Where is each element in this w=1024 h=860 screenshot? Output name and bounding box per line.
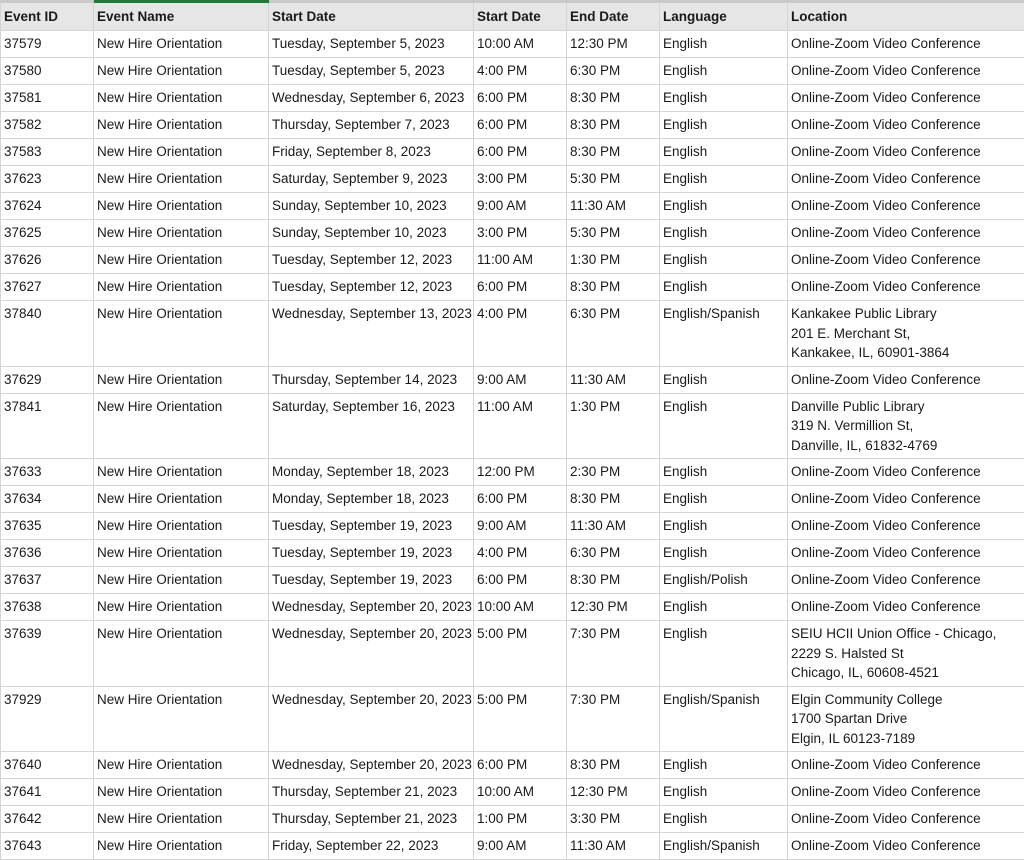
cell-end-time[interactable]: 6:30 PM bbox=[567, 58, 660, 85]
location-line: Elgin Community College bbox=[791, 690, 1021, 710]
location-line: Kankakee, IL, 60901-3864 bbox=[791, 343, 1021, 363]
cell-end-time[interactable]: 8:30 PM bbox=[567, 752, 660, 779]
cell-event-name[interactable]: New Hire Orientation bbox=[94, 686, 269, 752]
cell-language[interactable]: English bbox=[660, 594, 788, 621]
cell-start-time[interactable]: 6:00 PM bbox=[474, 486, 567, 513]
location-line: Online-Zoom Video Conference bbox=[791, 223, 1021, 243]
location-line: Online-Zoom Video Conference bbox=[791, 142, 1021, 162]
cell-location[interactable] bbox=[788, 112, 1024, 139]
cell-event-name[interactable]: New Hire Orientation bbox=[94, 752, 269, 779]
table-row bbox=[1, 752, 1024, 779]
location-line: 1700 Spartan Drive bbox=[791, 709, 1021, 729]
cell-start-time[interactable]: 3:00 PM bbox=[474, 220, 567, 247]
cell-event-name[interactable]: New Hire Orientation bbox=[94, 833, 269, 860]
cell-end-time[interactable]: 1:30 PM bbox=[567, 393, 660, 459]
table-row bbox=[1, 220, 1024, 247]
cell-start-date[interactable]: Sunday, September 10, 2023 bbox=[269, 220, 474, 247]
table-row bbox=[1, 31, 1024, 58]
location-line: Online-Zoom Video Conference bbox=[791, 88, 1021, 108]
cell-event-name[interactable]: New Hire Orientation bbox=[94, 540, 269, 567]
cell-start-date[interactable]: Tuesday, September 19, 2023 bbox=[269, 567, 474, 594]
cell-location[interactable] bbox=[788, 166, 1024, 193]
cell-event-name[interactable]: New Hire Orientation bbox=[94, 139, 269, 166]
cell-start-time[interactable]: 5:00 PM bbox=[474, 686, 567, 752]
cell-event-id[interactable]: 37583 bbox=[1, 139, 94, 166]
column-header-location[interactable]: Location bbox=[788, 2, 1024, 31]
cell-end-time[interactable]: 5:30 PM bbox=[567, 220, 660, 247]
table-row bbox=[1, 393, 1024, 459]
location-line: Kankakee Public Library bbox=[791, 304, 1021, 324]
cell-start-date[interactable]: Wednesday, September 20, 2023 bbox=[269, 686, 474, 752]
cell-event-id[interactable]: 37638 bbox=[1, 594, 94, 621]
column-header-event-id[interactable]: Event ID bbox=[1, 2, 94, 31]
cell-location[interactable] bbox=[788, 247, 1024, 274]
cell-start-date[interactable]: Sunday, September 10, 2023 bbox=[269, 193, 474, 220]
cell-end-time[interactable]: 7:30 PM bbox=[567, 686, 660, 752]
cell-event-id[interactable]: 37625 bbox=[1, 220, 94, 247]
header-row bbox=[1, 2, 1024, 31]
location-line: 2229 S. Halsted St bbox=[791, 644, 1021, 664]
location-line: Online-Zoom Video Conference bbox=[791, 489, 1021, 509]
cell-start-date[interactable]: Monday, September 18, 2023 bbox=[269, 486, 474, 513]
cell-end-time[interactable]: 1:30 PM bbox=[567, 247, 660, 274]
cell-event-id[interactable]: 37623 bbox=[1, 166, 94, 193]
cell-location[interactable] bbox=[788, 366, 1024, 393]
cell-end-time[interactable]: 8:30 PM bbox=[567, 567, 660, 594]
cell-location[interactable] bbox=[788, 301, 1024, 367]
cell-start-time[interactable]: 1:00 PM bbox=[474, 806, 567, 833]
cell-end-time[interactable]: 11:30 AM bbox=[567, 366, 660, 393]
cell-start-date[interactable]: Monday, September 18, 2023 bbox=[269, 459, 474, 486]
location-line: Online-Zoom Video Conference bbox=[791, 277, 1021, 297]
cell-language[interactable]: English bbox=[660, 513, 788, 540]
cell-event-id[interactable]: 37627 bbox=[1, 274, 94, 301]
cell-event-id[interactable]: 37642 bbox=[1, 806, 94, 833]
location-line: Online-Zoom Video Conference bbox=[791, 462, 1021, 482]
table-row bbox=[1, 806, 1024, 833]
cell-start-date[interactable]: Wednesday, September 20, 2023 bbox=[269, 621, 474, 687]
cell-end-time[interactable]: 12:30 PM bbox=[567, 594, 660, 621]
cell-event-id[interactable]: 37643 bbox=[1, 833, 94, 860]
cell-event-id[interactable]: 37840 bbox=[1, 301, 94, 367]
table-row bbox=[1, 540, 1024, 567]
cell-location[interactable] bbox=[788, 833, 1024, 860]
cell-location[interactable] bbox=[788, 806, 1024, 833]
cell-start-time[interactable]: 6:00 PM bbox=[474, 752, 567, 779]
location-line: Online-Zoom Video Conference bbox=[791, 570, 1021, 590]
cell-start-date[interactable]: Friday, September 8, 2023 bbox=[269, 139, 474, 166]
table-row bbox=[1, 621, 1024, 687]
cell-event-id[interactable]: 37640 bbox=[1, 752, 94, 779]
cell-language[interactable]: English bbox=[660, 112, 788, 139]
cell-end-time[interactable]: 5:30 PM bbox=[567, 166, 660, 193]
cell-location[interactable] bbox=[788, 752, 1024, 779]
cell-end-time[interactable]: 12:30 PM bbox=[567, 31, 660, 58]
cell-language[interactable]: English bbox=[660, 621, 788, 687]
cell-location[interactable] bbox=[788, 594, 1024, 621]
cell-start-date[interactable]: Tuesday, September 19, 2023 bbox=[269, 540, 474, 567]
cell-language[interactable]: English/Spanish bbox=[660, 686, 788, 752]
cell-start-time[interactable]: 9:00 AM bbox=[474, 833, 567, 860]
table-row bbox=[1, 366, 1024, 393]
cell-event-id[interactable]: 37633 bbox=[1, 459, 94, 486]
location-line: 201 E. Merchant St, bbox=[791, 324, 1021, 344]
table-row bbox=[1, 513, 1024, 540]
cell-start-date[interactable]: Saturday, September 9, 2023 bbox=[269, 166, 474, 193]
cell-event-name[interactable]: New Hire Orientation bbox=[94, 274, 269, 301]
column-header-start-time[interactable]: Start Date bbox=[474, 2, 567, 31]
location-line: Online-Zoom Video Conference bbox=[791, 250, 1021, 270]
cell-event-id[interactable]: 37929 bbox=[1, 686, 94, 752]
cell-location[interactable] bbox=[788, 621, 1024, 687]
cell-event-name[interactable]: New Hire Orientation bbox=[94, 779, 269, 806]
cell-location[interactable] bbox=[788, 220, 1024, 247]
table-row bbox=[1, 85, 1024, 112]
cell-language[interactable]: English bbox=[660, 193, 788, 220]
cell-event-id[interactable]: 37579 bbox=[1, 31, 94, 58]
cell-event-name[interactable]: New Hire Orientation bbox=[94, 486, 269, 513]
cell-end-time[interactable]: 11:30 AM bbox=[567, 833, 660, 860]
cell-start-date[interactable]: Friday, September 22, 2023 bbox=[269, 833, 474, 860]
cell-start-time[interactable]: 11:00 AM bbox=[474, 247, 567, 274]
cell-location[interactable] bbox=[788, 513, 1024, 540]
cell-event-id[interactable]: 37841 bbox=[1, 393, 94, 459]
column-header-start-date[interactable]: Start Date bbox=[269, 2, 474, 31]
cell-event-name[interactable]: New Hire Orientation bbox=[94, 459, 269, 486]
table-row bbox=[1, 301, 1024, 367]
cell-start-time[interactable]: 12:00 PM bbox=[474, 459, 567, 486]
cell-location[interactable] bbox=[788, 686, 1024, 752]
cell-event-name[interactable]: New Hire Orientation bbox=[94, 621, 269, 687]
location-line: SEIU HCII Union Office - Chicago, bbox=[791, 624, 1021, 644]
table-body bbox=[1, 31, 1024, 860]
cell-event-id[interactable]: 37582 bbox=[1, 112, 94, 139]
cell-start-time[interactable]: 9:00 AM bbox=[474, 366, 567, 393]
cell-end-time[interactable]: 8:30 PM bbox=[567, 139, 660, 166]
cell-location[interactable] bbox=[788, 393, 1024, 459]
cell-event-id[interactable]: 37635 bbox=[1, 513, 94, 540]
cell-event-name[interactable]: New Hire Orientation bbox=[94, 112, 269, 139]
cell-language[interactable]: English bbox=[660, 752, 788, 779]
cell-start-time[interactable]: 10:00 AM bbox=[474, 31, 567, 58]
cell-start-time[interactable]: 11:00 AM bbox=[474, 393, 567, 459]
cell-language[interactable]: English bbox=[660, 247, 788, 274]
cell-event-name[interactable]: New Hire Orientation bbox=[94, 594, 269, 621]
cell-start-date[interactable]: Thursday, September 14, 2023 bbox=[269, 366, 474, 393]
cell-start-time[interactable]: 6:00 PM bbox=[474, 567, 567, 594]
cell-end-time[interactable]: 2:30 PM bbox=[567, 459, 660, 486]
table-row bbox=[1, 274, 1024, 301]
cell-event-name[interactable]: New Hire Orientation bbox=[94, 220, 269, 247]
cell-start-time[interactable]: 6:00 PM bbox=[474, 85, 567, 112]
cell-location[interactable] bbox=[788, 193, 1024, 220]
cell-event-id[interactable]: 37581 bbox=[1, 85, 94, 112]
cell-start-date[interactable]: Wednesday, September 20, 2023 bbox=[269, 594, 474, 621]
cell-language[interactable]: English bbox=[660, 540, 788, 567]
table-row bbox=[1, 247, 1024, 274]
cell-start-date[interactable]: Tuesday, September 19, 2023 bbox=[269, 513, 474, 540]
cell-end-time[interactable]: 8:30 PM bbox=[567, 112, 660, 139]
cell-end-time[interactable]: 6:30 PM bbox=[567, 540, 660, 567]
column-header-language[interactable]: Language bbox=[660, 2, 788, 31]
cell-start-date[interactable]: Wednesday, September 6, 2023 bbox=[269, 85, 474, 112]
location-line: Online-Zoom Video Conference bbox=[791, 782, 1021, 802]
location-line: Online-Zoom Video Conference bbox=[791, 115, 1021, 135]
table-row bbox=[1, 567, 1024, 594]
cell-location[interactable] bbox=[788, 274, 1024, 301]
cell-event-name[interactable]: New Hire Orientation bbox=[94, 567, 269, 594]
cell-start-date[interactable]: Thursday, September 21, 2023 bbox=[269, 806, 474, 833]
cell-language[interactable]: English bbox=[660, 486, 788, 513]
cell-event-id[interactable]: 37639 bbox=[1, 621, 94, 687]
cell-start-time[interactable]: 4:00 PM bbox=[474, 301, 567, 367]
table-row bbox=[1, 112, 1024, 139]
cell-language[interactable]: English bbox=[660, 806, 788, 833]
cell-event-name[interactable]: New Hire Orientation bbox=[94, 31, 269, 58]
cell-start-time[interactable]: 6:00 PM bbox=[474, 139, 567, 166]
location-line: Online-Zoom Video Conference bbox=[791, 836, 1021, 856]
cell-end-time[interactable]: 7:30 PM bbox=[567, 621, 660, 687]
cell-language[interactable]: English bbox=[660, 220, 788, 247]
location-line: 319 N. Vermillion St, bbox=[791, 416, 1021, 436]
cell-language[interactable]: English bbox=[660, 779, 788, 806]
cell-start-date[interactable]: Tuesday, September 5, 2023 bbox=[269, 31, 474, 58]
cell-event-name[interactable]: New Hire Orientation bbox=[94, 193, 269, 220]
cell-event-id[interactable]: 37624 bbox=[1, 193, 94, 220]
cell-start-time[interactable]: 10:00 AM bbox=[474, 594, 567, 621]
table-row bbox=[1, 686, 1024, 752]
cell-start-time[interactable]: 4:00 PM bbox=[474, 540, 567, 567]
cell-event-name[interactable]: New Hire Orientation bbox=[94, 58, 269, 85]
table-row bbox=[1, 594, 1024, 621]
cell-location[interactable] bbox=[788, 567, 1024, 594]
cell-start-date[interactable]: Tuesday, September 12, 2023 bbox=[269, 274, 474, 301]
cell-start-time[interactable]: 10:00 AM bbox=[474, 779, 567, 806]
column-header-event-name[interactable]: Event Name bbox=[94, 2, 269, 31]
table-row bbox=[1, 779, 1024, 806]
table-row bbox=[1, 166, 1024, 193]
cell-language[interactable]: English bbox=[660, 393, 788, 459]
cell-end-time[interactable]: 3:30 PM bbox=[567, 806, 660, 833]
cell-event-id[interactable]: 37637 bbox=[1, 567, 94, 594]
cell-event-name[interactable]: New Hire Orientation bbox=[94, 85, 269, 112]
cell-end-time[interactable]: 12:30 PM bbox=[567, 779, 660, 806]
cell-start-date[interactable]: Tuesday, September 5, 2023 bbox=[269, 58, 474, 85]
location-line: Online-Zoom Video Conference bbox=[791, 597, 1021, 617]
cell-language[interactable]: English bbox=[660, 58, 788, 85]
cell-location[interactable] bbox=[788, 486, 1024, 513]
location-line: Danville, IL, 61832-4769 bbox=[791, 436, 1021, 456]
location-line: Elgin, IL 60123-7189 bbox=[791, 729, 1021, 749]
table-row bbox=[1, 139, 1024, 166]
cell-language[interactable]: English bbox=[660, 85, 788, 112]
cell-language[interactable]: English/Spanish bbox=[660, 301, 788, 367]
cell-start-date[interactable]: Thursday, September 7, 2023 bbox=[269, 112, 474, 139]
cell-start-time[interactable]: 4:00 PM bbox=[474, 58, 567, 85]
cell-event-id[interactable]: 37629 bbox=[1, 366, 94, 393]
cell-event-id[interactable]: 37580 bbox=[1, 58, 94, 85]
cell-event-name[interactable]: New Hire Orientation bbox=[94, 513, 269, 540]
cell-end-time[interactable]: 8:30 PM bbox=[567, 85, 660, 112]
cell-start-time[interactable]: 9:00 AM bbox=[474, 193, 567, 220]
cell-start-date[interactable]: Wednesday, September 20, 2023 bbox=[269, 752, 474, 779]
cell-start-time[interactable]: 3:00 PM bbox=[474, 166, 567, 193]
cell-end-time[interactable]: 8:30 PM bbox=[567, 274, 660, 301]
cell-start-time[interactable]: 9:00 AM bbox=[474, 513, 567, 540]
cell-end-time[interactable]: 6:30 PM bbox=[567, 301, 660, 367]
cell-location[interactable] bbox=[788, 85, 1024, 112]
table-row bbox=[1, 459, 1024, 486]
column-header-end-date[interactable]: End Date bbox=[567, 2, 660, 31]
cell-location[interactable] bbox=[788, 31, 1024, 58]
location-line: Online-Zoom Video Conference bbox=[791, 370, 1021, 390]
cell-language[interactable]: English bbox=[660, 31, 788, 58]
table-row bbox=[1, 58, 1024, 85]
cell-event-name[interactable]: New Hire Orientation bbox=[94, 247, 269, 274]
cell-end-time[interactable]: 8:30 PM bbox=[567, 486, 660, 513]
cell-location[interactable] bbox=[788, 139, 1024, 166]
cell-location[interactable] bbox=[788, 58, 1024, 85]
cell-event-name[interactable]: New Hire Orientation bbox=[94, 301, 269, 367]
cell-language[interactable]: English bbox=[660, 139, 788, 166]
cell-event-id[interactable]: 37636 bbox=[1, 540, 94, 567]
cell-language[interactable]: English bbox=[660, 274, 788, 301]
cell-location[interactable] bbox=[788, 540, 1024, 567]
cell-language[interactable]: English/Polish bbox=[660, 567, 788, 594]
cell-language[interactable]: English bbox=[660, 166, 788, 193]
cell-event-id[interactable]: 37626 bbox=[1, 247, 94, 274]
cell-location[interactable] bbox=[788, 779, 1024, 806]
cell-event-name[interactable]: New Hire Orientation bbox=[94, 366, 269, 393]
table-row bbox=[1, 833, 1024, 860]
cell-event-name[interactable]: New Hire Orientation bbox=[94, 806, 269, 833]
cell-start-date[interactable]: Saturday, September 16, 2023 bbox=[269, 393, 474, 459]
location-line: Online-Zoom Video Conference bbox=[791, 169, 1021, 189]
cell-end-time[interactable]: 11:30 AM bbox=[567, 193, 660, 220]
location-line: Online-Zoom Video Conference bbox=[791, 61, 1021, 81]
cell-language[interactable]: English bbox=[660, 366, 788, 393]
location-line: Online-Zoom Video Conference bbox=[791, 196, 1021, 216]
cell-language[interactable]: English/Spanish bbox=[660, 833, 788, 860]
cell-start-date[interactable]: Wednesday, September 13, 2023 bbox=[269, 301, 474, 367]
location-line: Online-Zoom Video Conference bbox=[791, 34, 1021, 54]
location-line: Online-Zoom Video Conference bbox=[791, 809, 1021, 829]
location-line: Online-Zoom Video Conference bbox=[791, 543, 1021, 563]
table-row bbox=[1, 193, 1024, 220]
cell-event-id[interactable]: 37641 bbox=[1, 779, 94, 806]
location-line: Online-Zoom Video Conference bbox=[791, 755, 1021, 775]
cell-start-time[interactable]: 6:00 PM bbox=[474, 274, 567, 301]
cell-event-name[interactable]: New Hire Orientation bbox=[94, 393, 269, 459]
cell-location[interactable] bbox=[788, 459, 1024, 486]
cell-start-time[interactable]: 5:00 PM bbox=[474, 621, 567, 687]
cell-event-name[interactable]: New Hire Orientation bbox=[94, 166, 269, 193]
cell-event-id[interactable]: 37634 bbox=[1, 486, 94, 513]
location-line: Chicago, IL, 60608-4521 bbox=[791, 663, 1021, 683]
cell-end-time[interactable]: 11:30 AM bbox=[567, 513, 660, 540]
location-line: Online-Zoom Video Conference bbox=[791, 516, 1021, 536]
cell-start-date[interactable]: Tuesday, September 12, 2023 bbox=[269, 247, 474, 274]
table-row bbox=[1, 486, 1024, 513]
cell-language[interactable]: English bbox=[660, 459, 788, 486]
location-line: Danville Public Library bbox=[791, 397, 1021, 417]
cell-start-date[interactable]: Thursday, September 21, 2023 bbox=[269, 779, 474, 806]
cell-start-time[interactable]: 6:00 PM bbox=[474, 112, 567, 139]
